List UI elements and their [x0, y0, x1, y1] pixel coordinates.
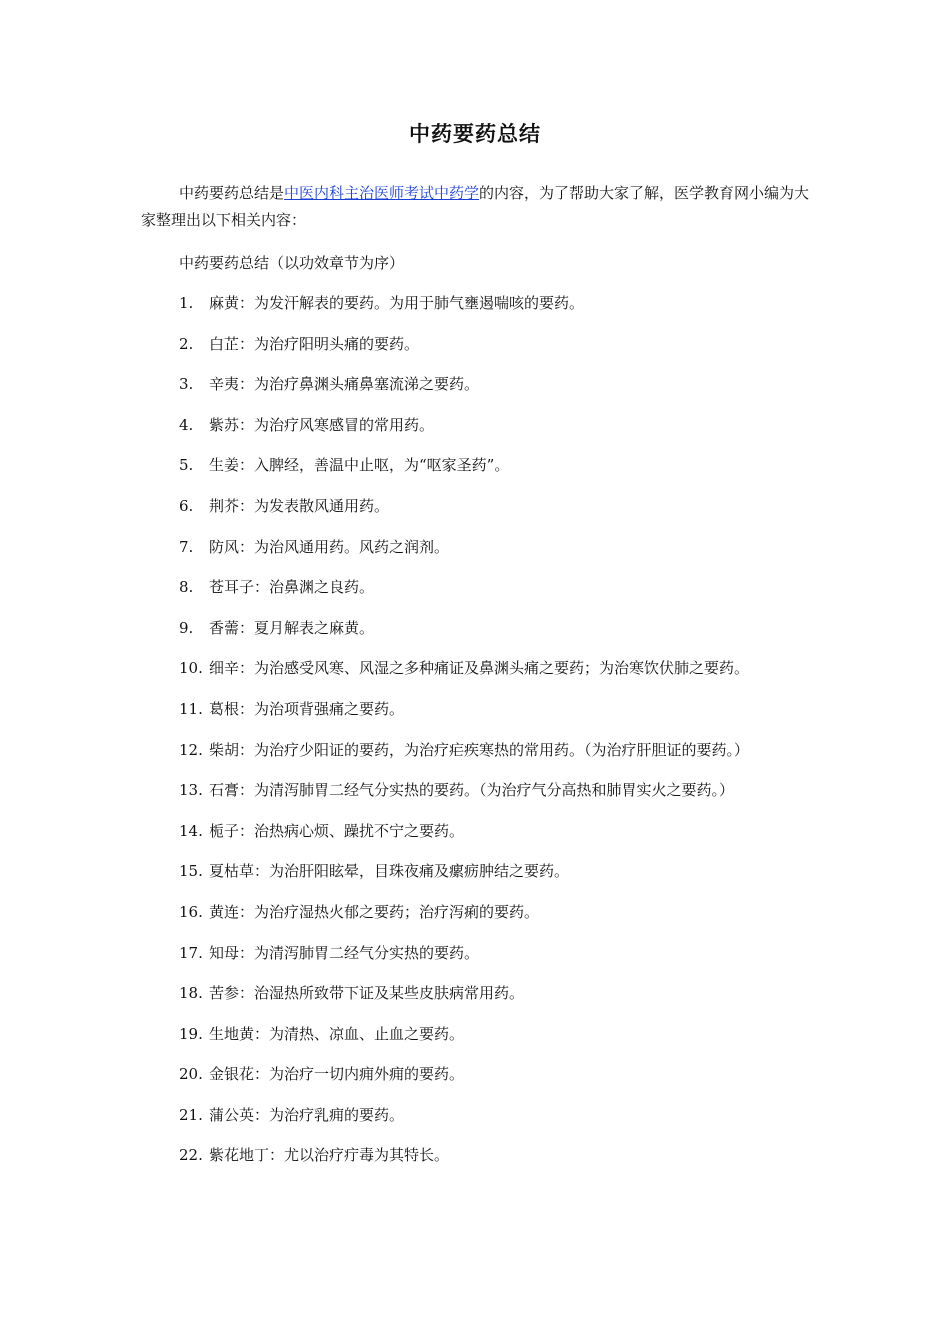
item-text: 蒲公英：为治疗乳痈的要药。 [209, 1105, 405, 1124]
list-item [141, 818, 831, 845]
intro-paragraph [141, 180, 811, 234]
item-number: 2. [179, 334, 194, 353]
list-item [141, 452, 831, 479]
item-number: 5. [179, 456, 194, 475]
list-item [141, 858, 831, 885]
list-item [141, 1102, 831, 1129]
item-number: 12. [179, 740, 203, 759]
intro-text-after-link: 的内容，为了帮助大家了解，医学教育网小编为大家整理出以下相关内容： [141, 184, 810, 229]
item-text: 栀子：治热病心烦、躁扰不宁之要药。 [209, 821, 465, 840]
list-item [141, 980, 831, 1007]
item-text: 知母：为清泻肺胃二经气分实热的要药。 [209, 943, 480, 962]
list-item [141, 331, 831, 358]
item-text: 苦参：治湿热所致带下证及某些皮肤病常用药。 [209, 984, 525, 1003]
item-number: 22. [179, 1146, 203, 1165]
list-item [141, 655, 831, 682]
item-text: 紫苏：为治疗风寒感冒的常用药。 [209, 415, 435, 434]
list-item [141, 737, 791, 764]
list-item [141, 371, 831, 398]
item-text: 香薷：夏月解表之麻黄。 [209, 618, 375, 637]
item-number: 8. [179, 578, 194, 597]
item-text: 葛根：为治项背强痛之要药。 [209, 699, 405, 718]
item-number: 19. [179, 1024, 203, 1043]
list-item [141, 412, 831, 439]
item-number: 21. [179, 1105, 203, 1124]
list-item [141, 574, 831, 601]
topic-link[interactable]: 中医内科主治医师考试中药学 [284, 184, 480, 202]
list-item [141, 899, 831, 926]
herb-list [141, 290, 831, 1183]
list-item [141, 1142, 831, 1169]
item-text: 荆芥：为发表散风通用药。 [209, 496, 390, 515]
list-item [141, 493, 831, 520]
list-item [141, 1061, 831, 1088]
item-number: 14. [179, 821, 203, 840]
list-item [141, 1021, 831, 1048]
item-text: 苍耳子：治鼻渊之良药。 [209, 578, 375, 597]
item-number: 3. [179, 375, 194, 394]
item-text: 白芷：为治疗阳明头痛的要药。 [209, 334, 420, 353]
item-text: 生姜：入脾经，善温中止呕，为“呕家圣药”。 [209, 456, 510, 475]
item-number: 15. [179, 862, 203, 881]
list-item [141, 534, 831, 561]
item-number: 7. [179, 537, 194, 556]
item-number: 4. [179, 415, 194, 434]
item-number: 18. [179, 984, 203, 1003]
list-item [141, 940, 831, 967]
item-text: 辛夷：为治疗鼻渊头痛鼻塞流涕之要药。 [209, 375, 480, 394]
item-number: 9. [179, 618, 194, 637]
item-text: 紫花地丁：尤以治疗疔毒为其特长。 [209, 1146, 450, 1165]
item-number: 1. [179, 294, 194, 312]
list-item [141, 290, 831, 317]
list-item [141, 696, 831, 723]
item-text: 细辛：为治感受风寒、风湿之多种痛证及鼻渊头痛之要药；为治寒饮伏肺之要药。 [209, 659, 750, 678]
item-number: 17. [179, 943, 203, 962]
item-number: 13. [179, 781, 203, 800]
item-text: 石膏：为清泻肺胃二经气分实热的要药。（为治疗气分高热和肺胃实火之要药。） [209, 781, 735, 800]
item-text: 麻黄：为发汗解表的要药。为用于肺气壅遏喘咳的要药。 [209, 294, 585, 312]
item-text: 柴胡：为治疗少阳证的要药，为治疗疟疾寒热的常用药。（为治疗肝胆证的要药。） [209, 740, 750, 759]
item-number: 6. [179, 496, 194, 515]
list-subheading: 中药要药总结（以功效章节为序） [179, 254, 405, 272]
item-text: 夏枯草：为治肝阳眩晕，目珠夜痛及瘰疬肿结之要药。 [209, 862, 570, 881]
item-number: 10. [179, 659, 203, 678]
list-item [141, 615, 831, 642]
item-number: 16. [179, 902, 203, 921]
item-number: 20. [179, 1065, 203, 1084]
item-text: 金银花：为治疗一切内痈外痈的要药。 [209, 1065, 465, 1084]
item-text: 防风：为治风通用药。风药之润剂。 [209, 537, 450, 556]
item-text: 生地黄：为清热、凉血、止血之要药。 [209, 1024, 465, 1043]
list-item [141, 777, 776, 804]
document-title: 中药要药总结 [409, 122, 541, 146]
item-text: 黄连：为治疗湿热火郁之要药；治疗泻痢的要药。 [209, 902, 540, 921]
intro-text-before-link: 中药要药总结是 [179, 184, 285, 202]
item-number: 11. [179, 699, 203, 718]
